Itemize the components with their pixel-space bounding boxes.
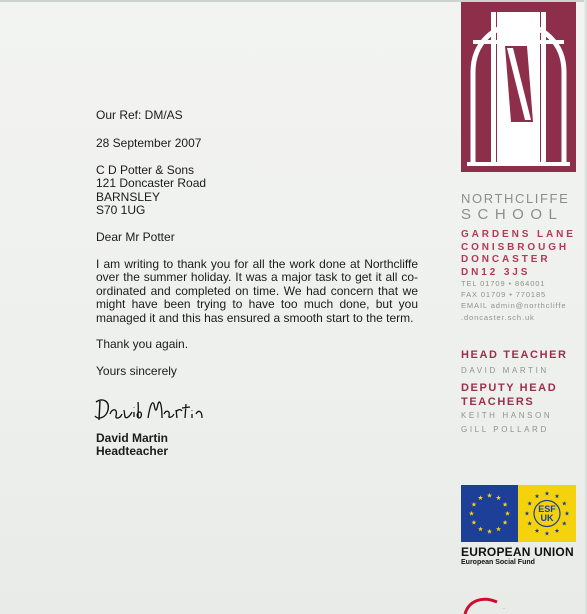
reference-line: Our Ref: DM/AS — [96, 108, 183, 122]
recipient-address — [96, 164, 206, 218]
svg-text:·: · — [503, 606, 505, 612]
thanks-line: Thank you again. — [96, 337, 189, 351]
eu-subtitle: European Social Fund — [461, 559, 535, 566]
recipient-line: BARNSLEY — [96, 189, 161, 204]
esf-logo-text: UK — [540, 513, 554, 523]
fax: FAX 01709 • 770185 — [461, 290, 547, 300]
eu-flag-icon — [461, 485, 518, 542]
signatory-name: David Martin — [96, 431, 169, 445]
deputy-head-name: KEITH HANSON — [461, 411, 553, 420]
recipient-line: 121 Doncaster Road — [96, 176, 207, 191]
signatory-title: Headteacher — [96, 444, 169, 458]
deputy-head-label: DEPUTY HEAD — [461, 382, 558, 394]
recipient-line: S70 1UG — [96, 203, 146, 218]
email-line: .doncaster.sch.uk — [461, 312, 535, 322]
esf-logo-text: ESF — [538, 504, 556, 514]
esf-uk-logo — [518, 485, 576, 542]
eu-title: EUROPEAN UNION — [461, 545, 574, 559]
body-paragraph: I am writing to thank you for all the work done at Northcliffe over the summer holiday. It was a major task to get it all co-ordinated and completed on time. We had concern that we might have been trying to have too much done, but you managed it and this has ensured a smooth start to the term. — [96, 257, 418, 325]
partner-logo-fragment — [463, 592, 523, 614]
head-teacher-label: HEAD TEACHER — [461, 349, 568, 361]
letter-date: 28 September 2007 — [96, 136, 202, 150]
school-type: SCHOOL — [461, 206, 564, 223]
telephone: TEL 01709 • 864001 — [461, 279, 546, 288]
email-line: EMAIL admin@northcliffe — [461, 301, 567, 311]
school-contact — [461, 278, 579, 323]
school-address — [461, 229, 579, 279]
salutation: Dear Mr Potter — [96, 230, 175, 244]
deputy-head-label: TEACHERS — [461, 396, 535, 408]
recipient-line: C D Potter & Sons — [96, 163, 195, 177]
head-teacher-name: DAVID MARTIN — [461, 366, 549, 375]
school-address-line: DONCASTER — [461, 254, 551, 265]
school-name: NORTHCLIFFE — [461, 191, 570, 206]
northcliffe-crest-logo — [461, 2, 576, 172]
school-address-line: CONISBROUGH — [461, 241, 570, 253]
school-address-line: GARDENS LANE — [461, 229, 576, 240]
eu-funding-logos — [461, 485, 576, 542]
handwritten-signature — [92, 392, 212, 426]
school-address-line: DN12 3JS — [461, 266, 531, 278]
closing-line: Yours sincerely — [96, 364, 177, 378]
deputy-head-name: GILL POLLARD — [461, 425, 549, 434]
